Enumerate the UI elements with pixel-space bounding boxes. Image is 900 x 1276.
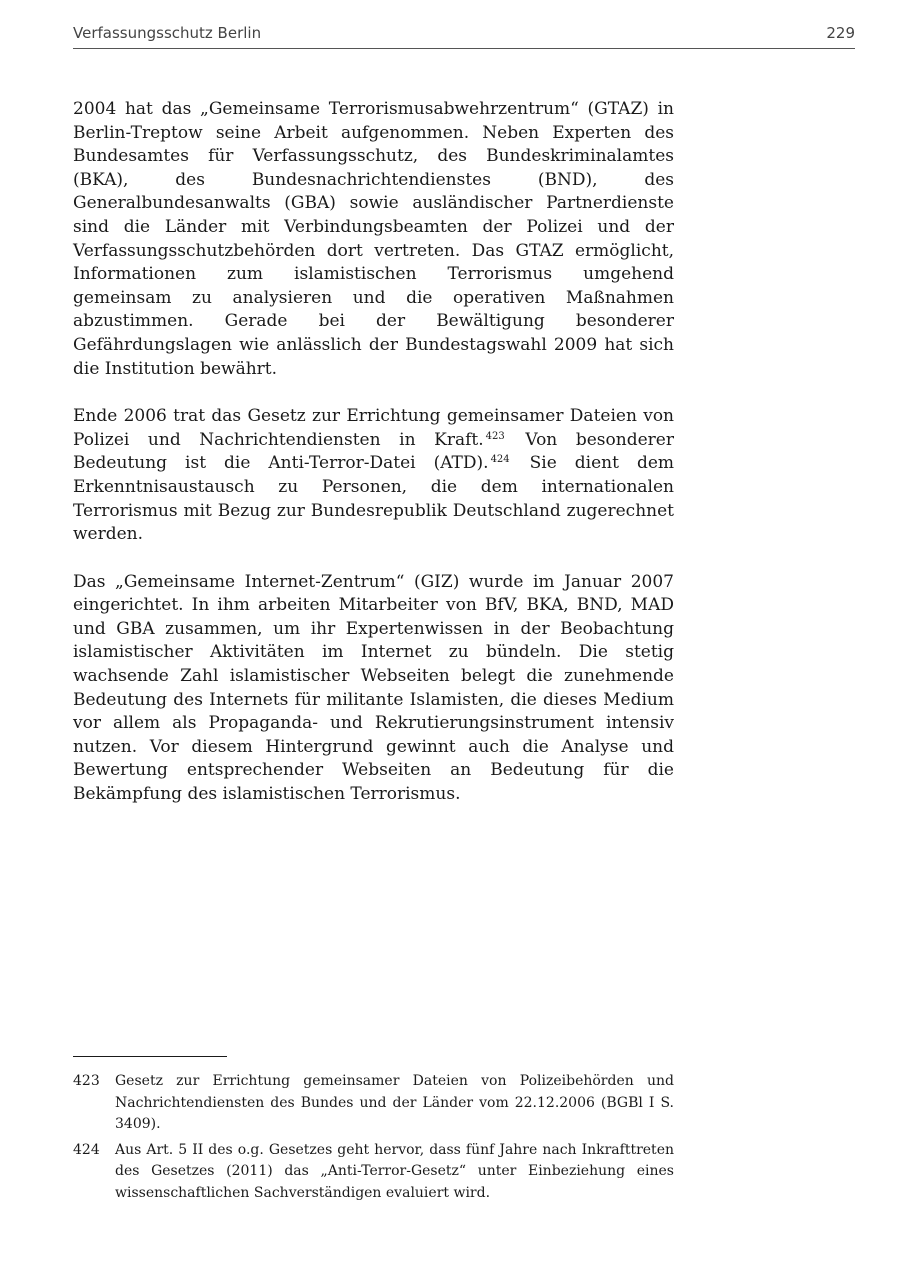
footnote-text: Gesetz zur Errichtung gemeinsamer Dateien von Polizeibehörden und Nachrichtendiensten des Bundes und der Länder vom 22.12.2006 (BGBl I S. 3409).: [115, 1073, 674, 1132]
paragraph-atd-part1: Ende 2006 trat das Gesetz zur Errichtung gemeinsamer Dateien von Polizei und Nachrichtendiensten in Kraft.: [73, 406, 674, 450]
footnote-423: [73, 1071, 674, 1136]
footnote-424: [73, 1140, 674, 1205]
footnote-ref-423[interactable]: 423: [485, 430, 505, 442]
footnotes: [73, 1071, 674, 1208]
footnote-ref-424[interactable]: 424: [490, 454, 510, 466]
paragraph-gtaz: 2004 hat das „Gemeinsame Terrorismusabwehrzentrum“ (GTAZ) in Berlin-Treptow seine Arbeit aufgenommen. Neben Experten des Bundesamtes für Verfassungsschutz, des Bundeskriminalamtes (BKA), des Bundesnachrichtendienstes (BND), des Generalbundesanwalts (GBA) sowie ausländischer Partnerdienste sind die Länder mit Verbindungsbeamten der Polizei und der Verfassungsschutzbehörden dort vertreten. Das GTAZ ermöglicht, Informationen zum islamistischen Terrorismus umgehend gemeinsam zu analysieren und die operativen Maßnahmen abzustimmen. Gerade bei der Bewältigung besonderer Gefährdungslagen wie anlässlich der Bundestagswahl 2009 hat sich die Institution bewährt.: [73, 99, 674, 379]
footnote-number: 424: [73, 1141, 100, 1158]
page-number: 229: [826, 24, 855, 42]
body-text: [73, 98, 674, 831]
footnote-divider: [73, 1056, 227, 1057]
paragraph-atd-part3: Sie dient dem Erkenntnisaustausch zu Personen, die dem internationalen Terrorismus mit Bezug zur Bundesrepublik Deutschland zugerechnet werden.: [73, 453, 675, 545]
footnote-number: 423: [73, 1073, 100, 1089]
running-title: Verfassungsschutz Berlin: [73, 24, 262, 42]
page-header: [73, 22, 855, 49]
footnote-text: Aus Art. 5 II des o.g. Gesetzes geht hervor, dass fünf Jahre nach Inkrafttreten des Gesetzes (2011) das „Anti-Terror-Gesetz“ unter Einbeziehung eines wissenschaftlichen Sachverständigen evaluiert wird.: [115, 1141, 674, 1201]
paragraph-atd-part2: Von besonderer Bedeutung ist die Anti-Terror-Datei (ATD).: [73, 429, 674, 474]
paragraph-atd: [73, 405, 674, 547]
paragraph-giz: Das „Gemeinsame Internet-Zentrum“ (GIZ) wurde im Januar 2007 eingerichtet. In ihm arbeiten Mitarbeiter von BfV, BKA, BND, MAD und GBA zusammen, um ihr Expertenwissen in der Beobachtung islamistischer Aktivitäten im Internet zu bündeln. Die stetig wachsende Zahl islamistischer Webseiten belegt die zunehmende Bedeutung des Internets für militante Islamisten, die dieses Medium vor allem als Propaganda- und Rekrutierungsinstrument intensiv nutzen. Vor diesem Hintergrund gewinnt auch die Analyse und Bewertung entsprechender Webseiten an Bedeutung für die Bekämpfung des islamistischen Terrorismus.: [73, 571, 674, 805]
